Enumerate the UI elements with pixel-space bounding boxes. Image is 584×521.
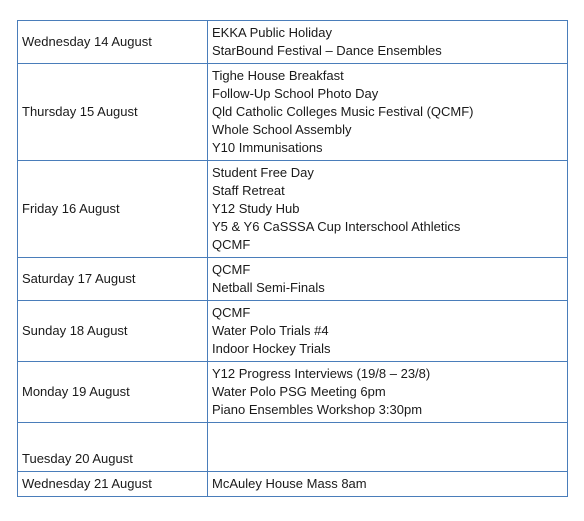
table-row [18,301,568,362]
event-item: Netball Semi-Finals [212,280,325,295]
event-item: QCMF [212,262,251,277]
table-row [18,64,568,161]
events-cell [208,161,568,258]
events-cell [208,301,568,362]
table-row [18,21,568,64]
event-item: Y5 & Y6 CaSSSA Cup Interschool Athletics [212,219,461,234]
event-item: Y12 Study Hub [212,201,300,216]
table-row [18,362,568,423]
event-item: Water Polo Trials #4 [212,323,329,338]
event-item: Indoor Hockey Trials [212,341,331,356]
day-cell: Saturday 17 August [18,258,208,301]
schedule-table [17,20,568,497]
event-item: Student Free Day [212,165,314,180]
event-item: QCMF [212,305,251,320]
table-row [18,258,568,301]
events-cell [208,21,568,64]
events-cell [208,423,568,472]
event-item: McAuley House Mass 8am [212,476,367,491]
day-cell: Wednesday 14 August [18,21,208,64]
day-cell: Monday 19 August [18,362,208,423]
events-cell [208,472,568,497]
event-item: Y10 Immunisations [212,140,323,155]
events-cell [208,258,568,301]
day-cell: Thursday 15 August [18,64,208,161]
event-item: Follow-Up School Photo Day [212,86,379,101]
event-item: Qld Catholic Colleges Music Festival (QCMF) [212,104,474,119]
event-item: EKKA Public Holiday [212,25,332,40]
event-item: Tighe House Breakfast [212,68,344,83]
day-cell: Friday 16 August [18,161,208,258]
event-item: Staff Retreat [212,183,285,198]
table-row [18,423,568,472]
events-cell [208,64,568,161]
events-cell [208,362,568,423]
table-row [18,472,568,497]
table-row [18,161,568,258]
event-item: Whole School Assembly [212,122,352,137]
event-item: Water Polo PSG Meeting 6pm [212,384,386,399]
event-item: StarBound Festival – Dance Ensembles [212,43,442,58]
event-item: QCMF [212,237,251,252]
day-cell: Tuesday 20 August [18,423,208,472]
day-cell: Sunday 18 August [18,301,208,362]
day-cell: Wednesday 21 August [18,472,208,497]
event-item: Y12 Progress Interviews (19/8 – 23/8) [212,366,431,381]
event-item: Piano Ensembles Workshop 3:30pm [212,402,423,417]
